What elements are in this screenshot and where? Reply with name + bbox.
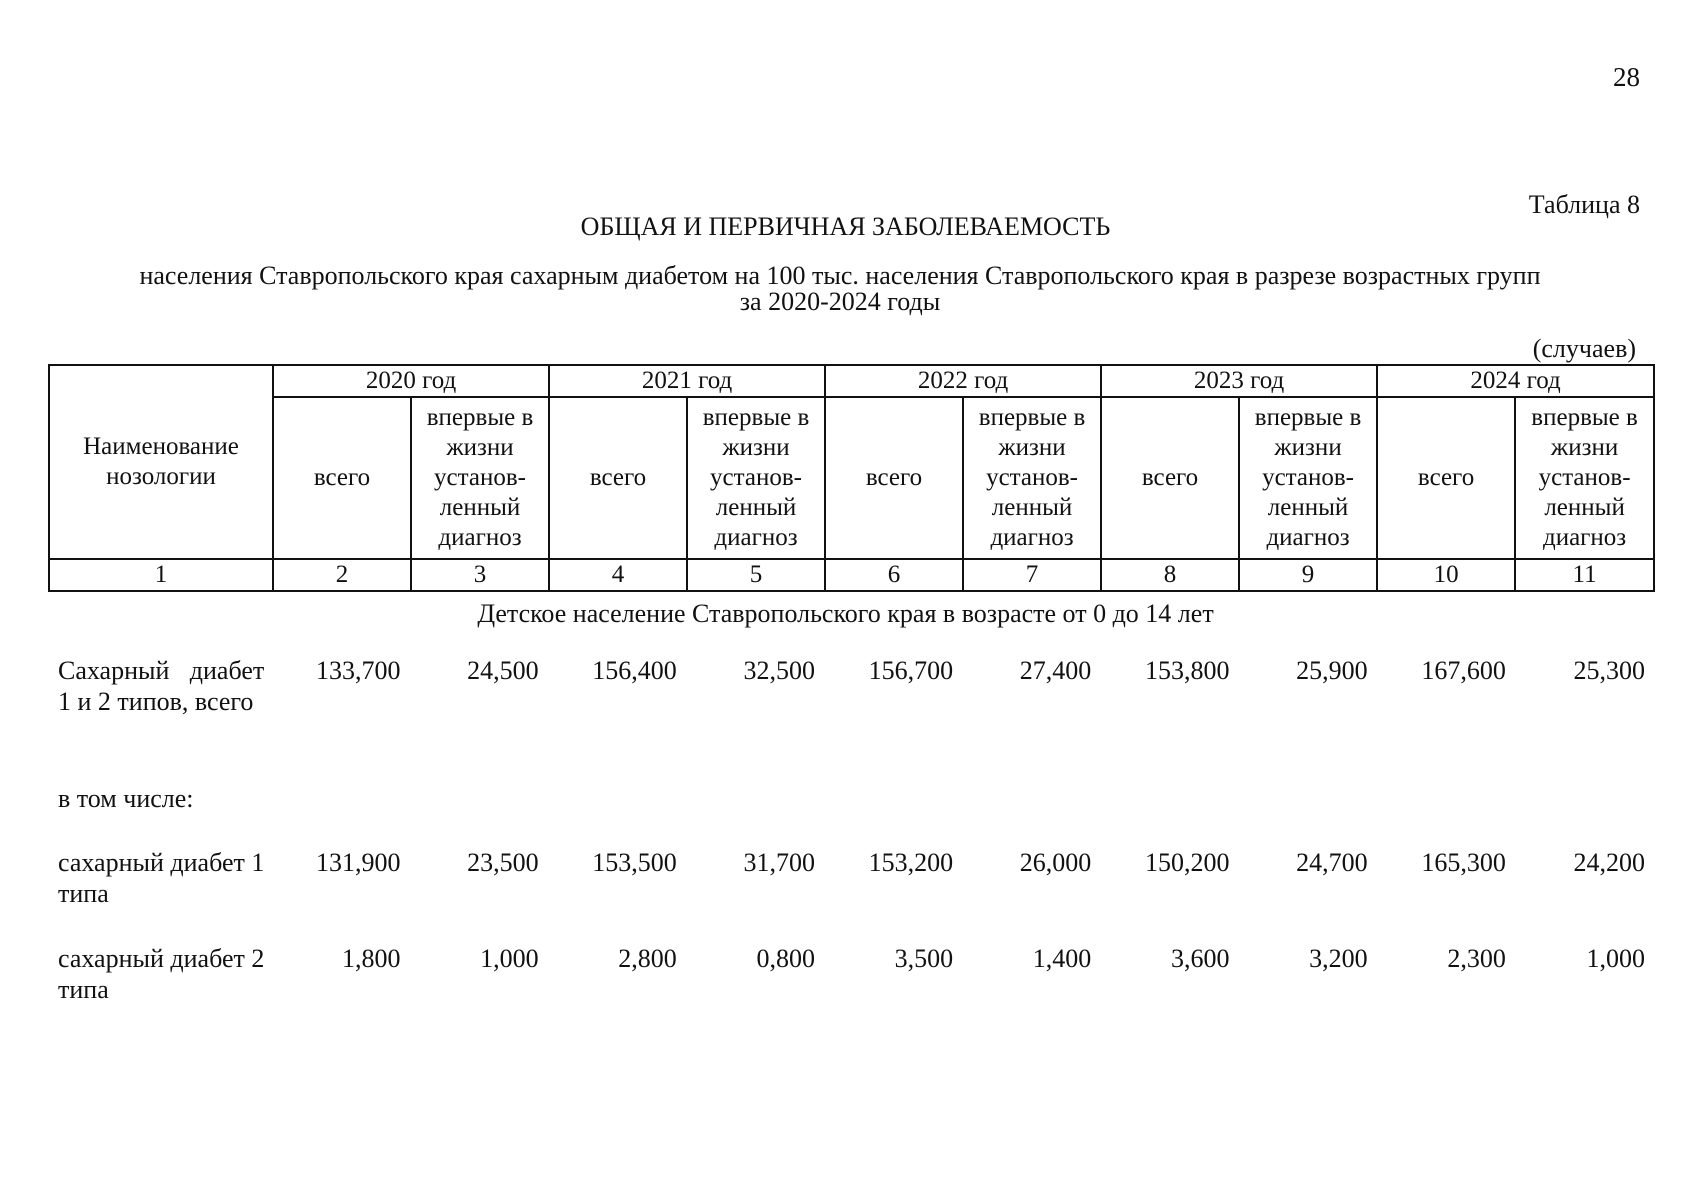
table-cell: 1,000: [1586, 944, 1645, 973]
header-total-2022: всего: [825, 397, 963, 559]
header-year-2022: 2022 год: [825, 365, 1101, 397]
row-name: в том числе:: [58, 784, 194, 813]
header-total-2023: всего: [1101, 397, 1239, 559]
table-cell: 26,000: [1019, 848, 1092, 877]
column-number: 8: [1101, 559, 1239, 591]
table-cell: 23,500: [467, 848, 539, 877]
table-cell: 31,700: [743, 848, 815, 877]
units-label: (случаев): [1532, 334, 1636, 363]
table-row: [48, 783, 1655, 847]
table-cell: 131,900: [315, 848, 401, 877]
header-first-2023: впервые в жизни установ-ленный диагноз: [1239, 397, 1377, 559]
table-cell: 24,200: [1573, 848, 1645, 877]
header-first-2021: впервые в жизни установ-ленный диагноз: [687, 397, 825, 559]
subtitle-line-2: за 2020-2024 годы: [739, 287, 941, 316]
table-cell: 24,500: [467, 656, 539, 685]
section-title: Детское население Ставропольского края в возрасте от 0 до 14 лет: [477, 599, 1214, 628]
column-number: 10: [1377, 559, 1515, 591]
table-row: [48, 847, 1655, 943]
table-cell: 153,800: [1144, 656, 1230, 685]
column-number: 5: [687, 559, 825, 591]
column-number: 6: [825, 559, 963, 591]
table-row: [48, 655, 1655, 783]
column-number: 7: [963, 559, 1101, 591]
document-subtitle: [60, 263, 1620, 315]
header-first-2022: впервые в жизни установ-ленный диагноз: [963, 397, 1101, 559]
table-cell: 2,800: [618, 944, 677, 973]
table-cell: 156,400: [592, 656, 677, 685]
table-label: Таблица 8: [1528, 190, 1640, 219]
header-total-2021: всего: [549, 397, 687, 559]
table-row: [48, 943, 1655, 1039]
table-cell: 27,400: [1019, 656, 1092, 685]
column-number: 1: [49, 559, 273, 591]
header-name-column: Наименование нозологии: [49, 365, 273, 559]
subtitle-line-1: населения Ставропольского края сахарным диабетом на 100 тыс. населения Ставропольского края в разрезе возрастных групп: [139, 261, 1541, 290]
header-year-2023: 2023 год: [1101, 365, 1377, 397]
column-number: 3: [411, 559, 549, 591]
table-cell: 2,300: [1447, 944, 1506, 973]
table-cell: 153,500: [592, 848, 677, 877]
table-cell: 156,700: [868, 656, 954, 685]
header-total-2024: всего: [1377, 397, 1515, 559]
column-number: 9: [1239, 559, 1377, 591]
header-total-2020: всего: [273, 397, 411, 559]
table-cell: 1,000: [480, 944, 539, 973]
column-number: 4: [549, 559, 687, 591]
column-number: 11: [1515, 559, 1654, 591]
document-title: ОБЩАЯ И ПЕРВИЧНАЯ ЗАБОЛЕВАЕМОСТЬ: [580, 212, 1111, 241]
table-cell: 3,600: [1170, 944, 1230, 973]
table-cell: 165,300: [1421, 848, 1506, 877]
header-first-2024: впервые в жизни установ-ленный диагноз: [1515, 397, 1654, 559]
row-name: сахарный диабет 1 типа: [58, 848, 265, 908]
table-cell: 1,800: [341, 944, 401, 973]
table-cell: 0,800: [756, 944, 815, 973]
table-cell: 24,700: [1296, 848, 1368, 877]
header-year-2024: 2024 год: [1377, 365, 1654, 397]
table-body: [48, 655, 1655, 1039]
page-number: 28: [1613, 62, 1640, 92]
table-cell: 3,200: [1309, 944, 1368, 973]
table-cell: 1,400: [1032, 944, 1092, 973]
table-cell: 167,600: [1421, 656, 1506, 685]
row-name: Сахарный диабет 1 и 2 типов, всего: [58, 656, 265, 716]
table-header: [48, 364, 1655, 592]
table-cell: 3,500: [894, 944, 954, 973]
header-year-2020: 2020 год: [273, 365, 549, 397]
table-cell: 32,500: [743, 656, 815, 685]
table-cell: 153,200: [868, 848, 954, 877]
table-cell: 150,200: [1144, 848, 1230, 877]
row-name: сахарный диабет 2 типа: [58, 944, 265, 1004]
table-cell: 133,700: [315, 656, 401, 685]
header-first-2020: впервые в жизни установ-ленный диагноз: [411, 397, 549, 559]
header-year-2021: 2021 год: [549, 365, 825, 397]
column-number: 2: [273, 559, 411, 591]
table-cell: 25,900: [1296, 656, 1368, 685]
table-cell: 25,300: [1573, 656, 1645, 685]
